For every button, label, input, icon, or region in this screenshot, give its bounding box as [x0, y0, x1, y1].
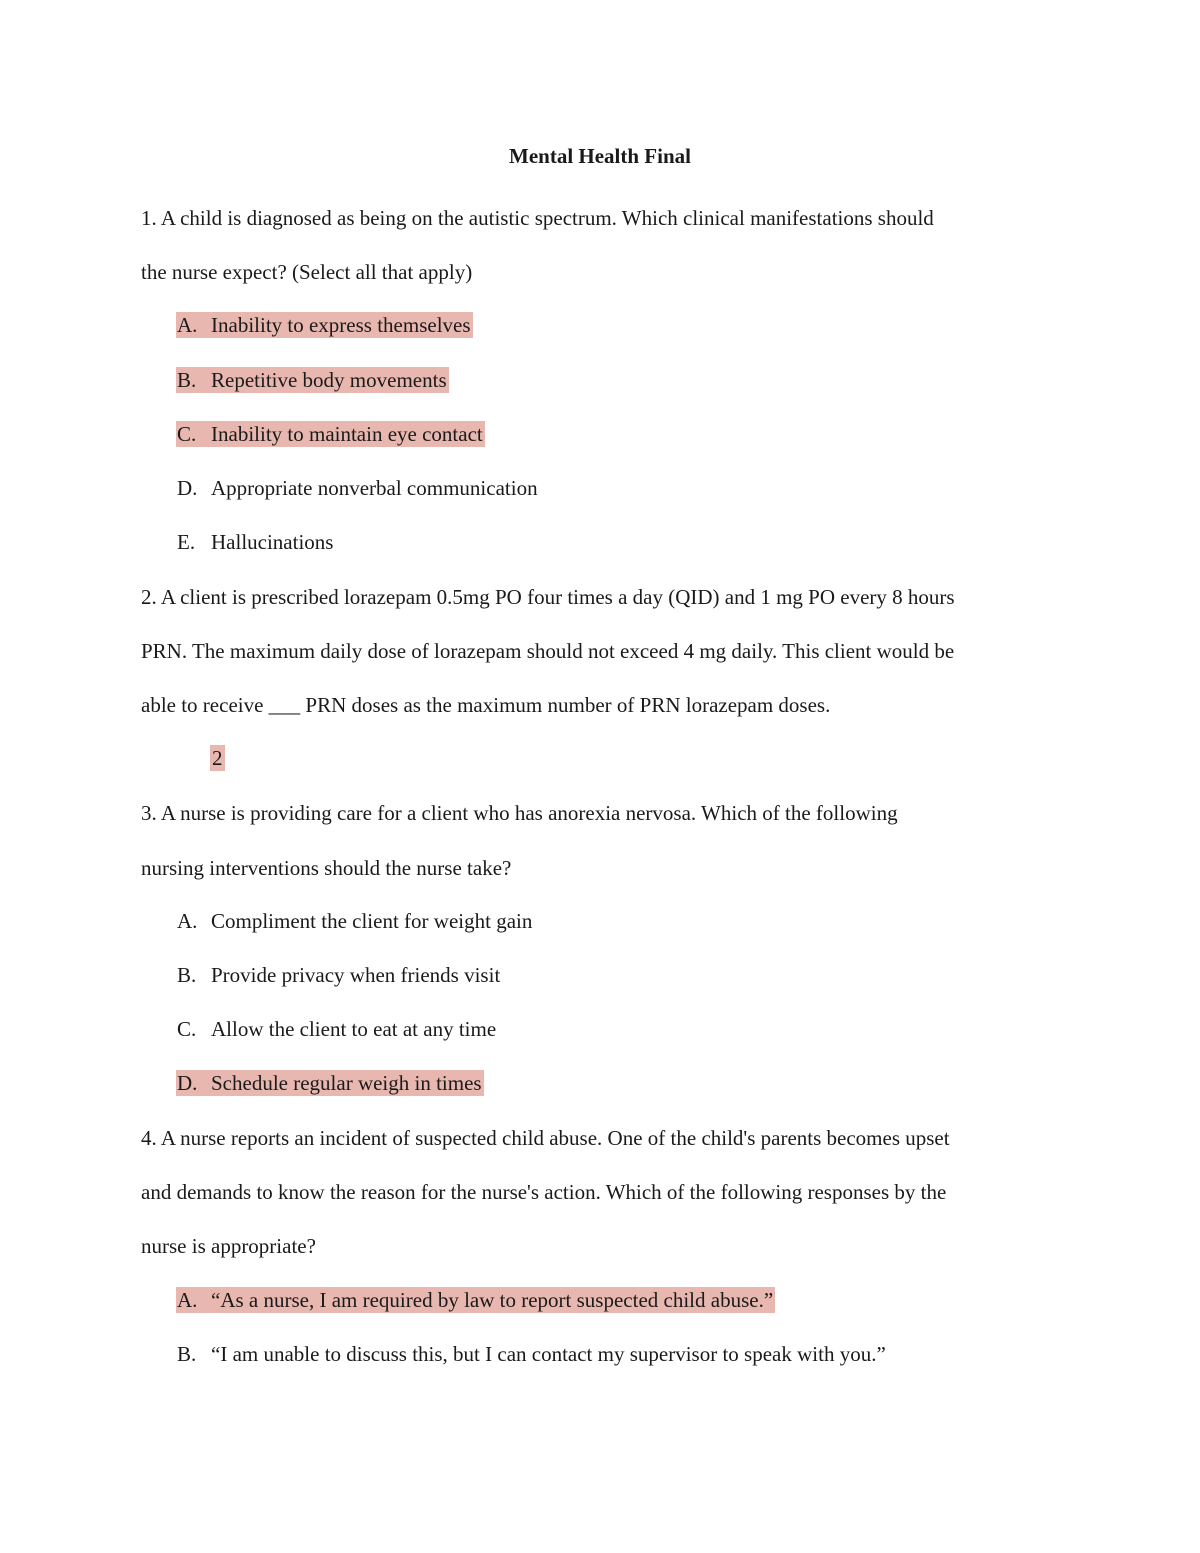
- option-letter: B.: [177, 1342, 197, 1366]
- question-1-stem-line-2: the nurse expect? (Select all that apply): [141, 260, 473, 284]
- question-1-option-d: [176, 475, 540, 501]
- option-text: Allow the client to eat at any time: [211, 1017, 497, 1041]
- option-letter: D.: [177, 1071, 198, 1095]
- question-4-stem-line-3: nurse is appropriate?: [141, 1234, 316, 1258]
- question-2-answer: 2: [212, 746, 223, 770]
- question-3-option-d: [176, 1070, 484, 1096]
- question-1-option-c: [176, 421, 485, 447]
- option-text: Appropriate nonverbal communication: [211, 476, 538, 500]
- question-3-stem-line-1: 3. A nurse is providing care for a client who has anorexia nervosa. Which of the following: [141, 801, 898, 825]
- question-1-option-e: [176, 529, 335, 555]
- question-1-option-b: [176, 367, 449, 393]
- question-2-stem-line-1: 2. A client is prescribed lorazepam 0.5mg PO four times a day (QID) and 1 mg PO every 8 hours: [141, 585, 955, 609]
- question-4-stem-line-2: and demands to know the reason for the nurse's action. Which of the following responses by the: [141, 1180, 947, 1204]
- option-text: Repetitive body movements: [211, 368, 447, 392]
- question-3-stem-line-2: nursing interventions should the nurse take?: [141, 856, 512, 880]
- question-2-stem-line-3: able to receive ___ PRN doses as the maximum number of PRN lorazepam doses.: [141, 693, 831, 717]
- option-letter: C.: [177, 422, 197, 446]
- question-4-option-b: [176, 1341, 888, 1367]
- question-4-option-a: [176, 1287, 775, 1313]
- option-letter: B.: [177, 963, 197, 987]
- option-text: “I am unable to discuss this, but I can contact my supervisor to speak with you.”: [211, 1342, 886, 1366]
- document-title: Mental Health Final: [509, 144, 691, 168]
- question-3-option-a: [176, 908, 534, 934]
- option-text: Schedule regular weigh in times: [211, 1071, 482, 1095]
- question-2-stem-line-2: PRN. The maximum daily dose of lorazepam should not exceed 4 mg daily. This client would be: [141, 639, 955, 663]
- option-letter: D.: [177, 476, 198, 500]
- option-letter: B.: [177, 368, 197, 392]
- option-text: Inability to express themselves: [211, 313, 471, 337]
- option-letter: E.: [177, 530, 196, 554]
- question-3-option-b: [176, 962, 502, 988]
- option-letter: A.: [177, 313, 198, 337]
- option-text: Compliment the client for weight gain: [211, 909, 533, 933]
- option-text: Inability to maintain eye contact: [211, 422, 483, 446]
- question-1-option-a: [176, 312, 473, 338]
- option-letter: A.: [177, 909, 198, 933]
- question-4-stem-line-1: 4. A nurse reports an incident of suspected child abuse. One of the child's parents becomes upset: [141, 1126, 950, 1150]
- option-letter: A.: [177, 1288, 198, 1312]
- option-text: Hallucinations: [211, 530, 334, 554]
- option-text: Provide privacy when friends visit: [211, 963, 501, 987]
- question-1-stem-line-1: 1. A child is diagnosed as being on the autistic spectrum. Which clinical manifestations should: [141, 206, 934, 230]
- question-3-option-c: [176, 1016, 498, 1042]
- option-text: “As a nurse, I am required by law to report suspected child abuse.”: [211, 1288, 774, 1312]
- option-letter: C.: [177, 1017, 197, 1041]
